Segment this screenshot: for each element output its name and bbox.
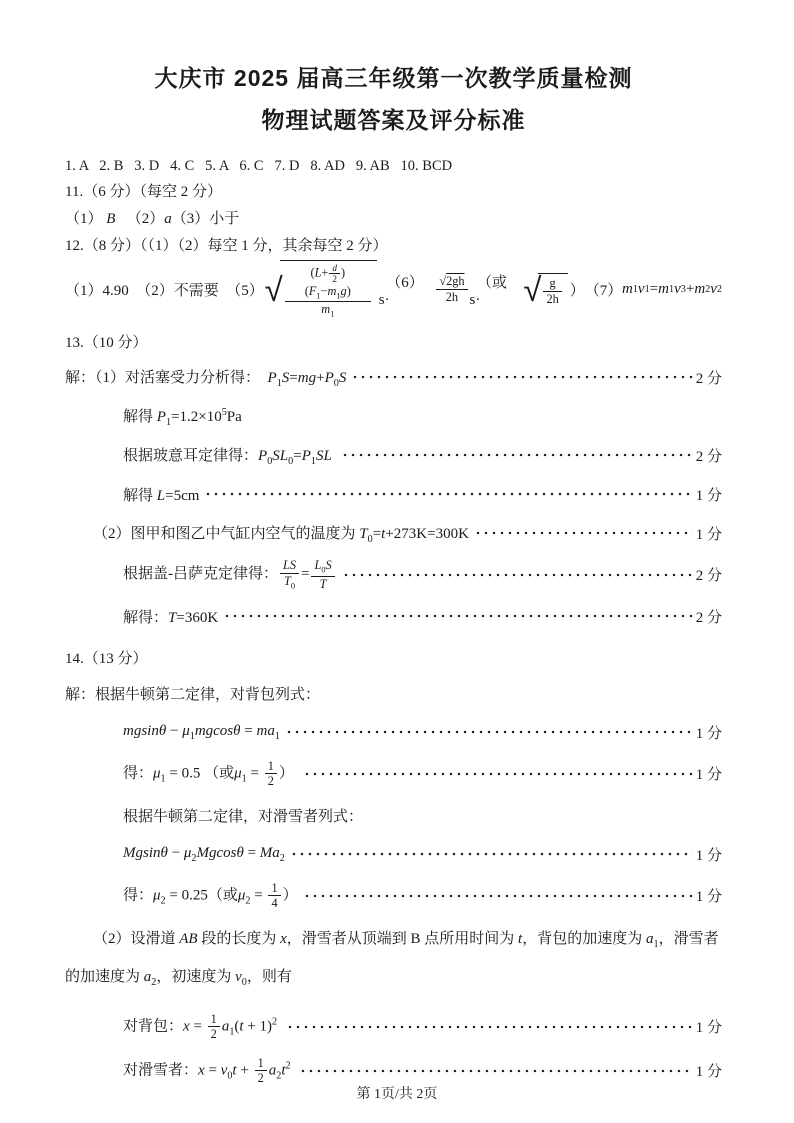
q13-solution xyxy=(65,358,722,636)
dotted-leader xyxy=(299,1063,692,1078)
solution-line xyxy=(65,752,722,796)
score-label: 1 分 xyxy=(695,526,722,543)
solution-line xyxy=(65,713,722,752)
page-number: 第 1页/共 2页 xyxy=(356,1087,438,1102)
solution-text: $Mgsin\theta - \mu_2Mgcos\theta = Ma_2$ xyxy=(123,844,285,864)
solution-text: 得：$\mu_1 = 0.5$ （或$\mu_1$ = $\frac{1}{2}$ ） xyxy=(123,758,298,789)
dotted-leader xyxy=(303,766,693,781)
q14-solution xyxy=(65,674,722,1093)
solution-line xyxy=(65,397,722,436)
score-label: 2 分 xyxy=(695,609,722,626)
solution-text: 得：$\mu_2 = 0.25$（或$\mu_2$ = $\frac{1}{4}$ ） xyxy=(123,880,298,911)
dotted-leader xyxy=(286,1019,693,1034)
solution-text: （2）图甲和图乙中气缸内空气的温度为 $T_0=t+273K=300K$ xyxy=(93,525,469,545)
solution-text: 根据牛顿第二定律，对滑雪者列式： xyxy=(123,808,364,825)
page-subtitle: 物理试题答案及评分标准 xyxy=(261,106,526,133)
dotted-leader xyxy=(223,609,693,624)
solution-line xyxy=(65,514,722,553)
q14-header: 14.（13 分） xyxy=(65,650,148,667)
score-label: 1 分 xyxy=(695,725,722,742)
dotted-leader xyxy=(204,487,692,502)
solution-line xyxy=(65,835,722,874)
dotted-leader xyxy=(341,448,693,463)
solution-line xyxy=(65,553,722,597)
solution-text: $mgsin\theta - \mu_1mgcos\theta = ma_1$ xyxy=(123,722,280,742)
score-label: 2 分 xyxy=(695,568,722,585)
q13-header: 13.（10 分） xyxy=(65,334,148,351)
solution-line xyxy=(65,923,722,999)
dotted-leader xyxy=(351,370,692,385)
score-label: 1 分 xyxy=(695,1064,722,1081)
solution-text: 根据玻意耳定律得：$P_0SL_0=P_1SL$ xyxy=(123,447,332,467)
solution-line xyxy=(65,674,722,713)
q12-header: 12.（8 分）（（1）（2）每空 1 分，其余每空 2 分） xyxy=(65,237,388,254)
solution-line xyxy=(65,874,722,918)
solution-line xyxy=(65,358,722,397)
solution-text: 解：根据牛顿第二定律，对背包列式： xyxy=(65,686,321,703)
score-label: 2 分 xyxy=(695,448,722,465)
solution-text: 根据盖-吕萨克定律得： $\frac{LS}{T_0}$ = $\frac{L_0S}{T}$ xyxy=(123,558,337,591)
score-label: 2 分 xyxy=(695,370,722,387)
score-label: 1 分 xyxy=(695,767,722,784)
dotted-leader xyxy=(303,888,693,903)
solution-text: 解得 L=5cm xyxy=(123,487,200,504)
score-label: 1 分 xyxy=(695,487,722,504)
score-label: 1 分 xyxy=(695,847,722,864)
solution-text: 解：（1）对活塞受力分析得： $P_1S=mg+P_0S$ xyxy=(65,369,347,389)
solution-line xyxy=(65,597,722,636)
page-title: 大庆市 2025 届高三年级第一次教学质量检测 xyxy=(154,65,633,91)
objective-answers-row: 1. A 2. B 3. D 4. C 5. A 6. C 7. D 8. AD 9. AB 10. BCD xyxy=(65,157,453,174)
solution-text: 对背包：x = $\frac{1}{2}$ $a_1(t + 1)^2$ xyxy=(123,1011,278,1042)
q12-answers: （1）4.90 （2）不需要 （5） √ (L+ $\frac{d}{2}$ )$(F_1-m_1g)$ $m_1$ （6）s· $\frac{√2gh}{2h}$ （或 s· √ $\frac{g}{2h}$ ） （7） m 1 v 1 = m 1 v 3 + m 2 v 2 xyxy=(65,260,722,320)
dotted-leader xyxy=(342,567,693,582)
solution-line xyxy=(65,436,722,475)
dotted-leader xyxy=(474,526,693,541)
solution-text: 解得：T=360K xyxy=(123,609,219,626)
solution-line xyxy=(65,1005,722,1049)
solution-line xyxy=(65,796,722,835)
q11-header: 11.（6 分）（每空 2 分） xyxy=(65,183,222,200)
q11-answers: （1） B （2）a（3）小于 xyxy=(65,210,240,227)
solution-line xyxy=(65,475,722,514)
solution-text: 对滑雪者：$x = v_0t$ + $\frac{1}{2}$ $a_2t^2$ xyxy=(123,1055,291,1086)
solution-text: （2）设滑道 AB 段的长度为 x，滑雪者从顶端到 B 点所用时间为 t，背包的加速度为 $a_1$，滑雪者的加速度为 $a_2$，初速度为 $v_0$，则有 xyxy=(65,930,719,988)
score-label: 1 分 xyxy=(695,889,722,906)
dotted-leader xyxy=(285,725,693,740)
dotted-leader xyxy=(290,847,693,862)
score-label: 1 分 xyxy=(695,1020,722,1037)
solution-text: 解得 $P_1=1.2\times 10^5Pa$ xyxy=(123,406,242,428)
